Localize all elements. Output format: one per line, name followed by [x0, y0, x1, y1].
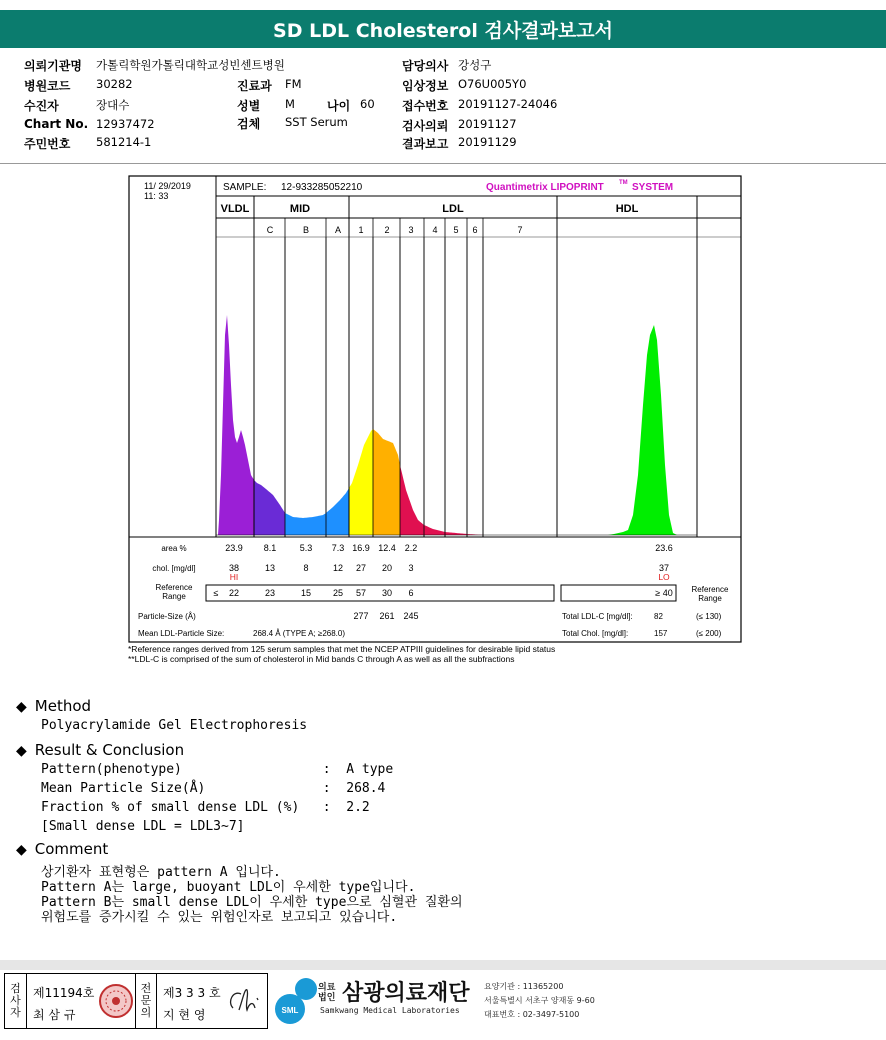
ssn-label: 주민번호 — [24, 137, 71, 151]
result-line: Pattern(phenotype) : A type — [41, 762, 394, 777]
chol-value: 3 — [408, 563, 414, 573]
ref-value: 23 — [264, 588, 276, 598]
particle-size-label: Particle-Size (Å) — [138, 612, 196, 621]
brand-suffix: SYSTEM — [632, 182, 674, 193]
band-label: 7 — [517, 225, 523, 235]
total-chol-label: Total Chol. [mg/dl]: — [562, 629, 629, 638]
sex-value: M — [285, 97, 295, 111]
diamond-bullet-icon: ◆ — [16, 699, 27, 715]
chol-row-label: chol. [mg/dl] — [152, 564, 196, 573]
sml-logo-text: SML — [281, 1006, 299, 1015]
flag-hi: HI — [229, 572, 239, 582]
ref-value: 6 — [408, 588, 414, 598]
comment-line: Pattern A는 large, buoyant LDL이 우세한 type입니다. — [41, 880, 416, 895]
doctor-value: 강성구 — [458, 58, 492, 72]
brand-title: Quantimetrix LIPOPRINT — [486, 182, 604, 193]
patient-value: 장대수 — [96, 98, 130, 112]
specialist-vertical-label — [135, 974, 157, 1028]
label-char: 문 — [140, 994, 152, 1007]
label-char: 사 — [10, 994, 21, 1007]
sex-label: 성별 — [237, 99, 261, 113]
footnote-2: **LDL-C is comprised of the sum of cholesterol in Mid bands C through A as well as all the subfractions — [128, 654, 515, 664]
particle-value: 261 — [379, 611, 395, 621]
chart-no-value: 12937472 — [96, 117, 155, 131]
ref-hdl: ≥ 40 — [655, 588, 673, 598]
lipoprint-chart — [128, 175, 742, 643]
clinical-value: O76U005Y0 — [458, 77, 527, 91]
label-char: 의 — [140, 1006, 152, 1019]
dept-value: FM — [285, 77, 302, 91]
method-text: Polyacrylamide Gel Electrophoresis — [41, 718, 308, 733]
ref-le: ≤ — [213, 588, 219, 598]
diamond-bullet-icon: ◆ — [16, 743, 27, 759]
diamond-bullet-icon: ◆ — [16, 842, 27, 858]
group-label: HDL — [615, 203, 639, 215]
method-heading — [16, 697, 91, 715]
specimen-value: SST Serum — [285, 115, 348, 129]
band-label: 3 — [408, 225, 414, 235]
result-line: [Small dense LDL = LDL3~7] — [41, 819, 245, 834]
request-value: 20191127 — [458, 117, 517, 131]
chart-time: 11: 33 — [144, 191, 169, 201]
label-char: 자 — [10, 1006, 21, 1019]
area-value: 2.2 — [404, 543, 418, 553]
report-date-value: 20191129 — [458, 135, 517, 149]
mean-size-value: 268.4 Å (TYPE A; ≥268.0) — [253, 629, 345, 638]
chol-value: 38 — [228, 563, 240, 573]
specimen-label: 검체 — [237, 117, 261, 131]
receipt-label: 접수번호 — [402, 99, 449, 113]
seal-stamp-icon — [97, 982, 135, 1020]
hosp-code-label: 병원코드 — [24, 79, 71, 93]
mean-size-label: Mean LDL-Particle Size: — [138, 629, 225, 638]
footer-divider — [0, 960, 886, 970]
inspector-vertical-label — [5, 974, 27, 1028]
org-address: 서울특별시 서초구 양재동 9-60 — [484, 996, 595, 1005]
area-value: 7.3 — [331, 543, 345, 553]
org-prefix-1: 의료 — [318, 983, 336, 993]
area-value: 5.3 — [299, 543, 313, 553]
ref-value: 30 — [381, 588, 393, 598]
band-label: 2 — [384, 225, 390, 235]
group-label: MID — [289, 203, 311, 215]
area-value: 8.1 — [263, 543, 277, 553]
report-title: SD LDL Cholesterol 검사결과보고서 — [0, 10, 886, 48]
label-char: 전 — [140, 982, 152, 995]
report-date-label: 결과보고 — [402, 137, 449, 151]
result-line: Mean Particle Size(Å) : 268.4 — [41, 781, 386, 796]
brand-tm: TM — [619, 180, 628, 186]
flag-lo: LO — [658, 572, 670, 582]
area-value: 16.9 — [352, 543, 370, 553]
chol-value: 12 — [332, 563, 344, 573]
footnote-1: *Reference ranges derived from 125 serum samples that met the NCEP ATPIII guidelines for desirable lipid status — [128, 644, 556, 654]
ssn-value: 581214-1 — [96, 135, 152, 149]
comment-line: Pattern B는 small dense LDL이 우세한 type으로 심혈관 질환의 — [41, 895, 463, 910]
area-value: 23.6 — [655, 543, 673, 553]
chol-value: 8 — [303, 563, 309, 573]
lipoprint-svg — [128, 175, 742, 643]
patient-label: 수진자 — [24, 99, 59, 113]
total-ldlc-value: 82 — [654, 612, 663, 621]
sample-label: SAMPLE: — [223, 182, 267, 193]
doctor-label: 담당의사 — [402, 59, 449, 73]
org-prefix-2: 법인 — [318, 993, 336, 1003]
total-ldlc-label: Total LDL-C [mg/dl]: — [562, 612, 633, 621]
area-value: 23.9 — [225, 543, 243, 553]
inspector-number: 제11194호 — [33, 986, 95, 1000]
chart-date: 11/ 29/2019 — [144, 181, 191, 191]
institution-name: 가톨릭학원가톨릭대학교성빈센트병원 — [96, 58, 285, 72]
info-divider — [0, 163, 886, 164]
specialist-number: 제3 3 3 호 — [163, 986, 221, 1000]
ref-right-2: Range — [698, 594, 722, 603]
chol-value: 20 — [381, 563, 393, 573]
ref-value: 57 — [355, 588, 367, 598]
band-label: C — [266, 225, 274, 235]
hosp-code-value: 30282 — [96, 77, 133, 91]
ref-value: 15 — [300, 588, 312, 598]
inspector-name: 최 삼 규 — [33, 1008, 76, 1022]
sample-id: 12-933285052210 — [281, 182, 363, 193]
ref-value: 25 — [332, 588, 344, 598]
band-label: 4 — [432, 225, 438, 235]
band-label: 1 — [358, 225, 364, 235]
group-label: VLDL — [220, 203, 250, 215]
ref-label-2: Range — [162, 592, 186, 601]
band-label: 6 — [472, 225, 478, 235]
request-label: 검사의뢰 — [402, 119, 449, 133]
patient-info — [0, 52, 886, 164]
dept-label: 진료과 — [237, 79, 272, 93]
total-ldlc-ref: (≤ 130) — [696, 612, 722, 621]
ref-value: 22 — [228, 588, 240, 598]
chol-value: 13 — [264, 563, 276, 573]
age-value: 60 — [360, 97, 375, 111]
total-chol-ref: (≤ 200) — [696, 629, 722, 638]
org-phone: 대표번호 : 02-3497-5100 — [484, 1010, 580, 1019]
area-row-label: area % — [161, 544, 187, 553]
signature-box — [4, 973, 268, 1029]
specialist-name: 지 현 영 — [163, 1008, 206, 1022]
comment-line: 상기환자 표현형은 pattern A 입니다. — [41, 865, 281, 880]
chol-value: 27 — [355, 563, 367, 573]
method-heading-text: Method — [34, 697, 92, 715]
particle-value: 277 — [353, 611, 369, 621]
age-label: 나이 — [327, 99, 351, 113]
ref-label-1: Reference — [155, 583, 193, 592]
band-label: B — [302, 225, 310, 235]
sml-logo-icon — [272, 975, 322, 1027]
org-name: 삼광의료재단 — [342, 981, 470, 1006]
area-value: 12.4 — [378, 543, 396, 553]
group-label: LDL — [442, 203, 464, 215]
clinical-label: 임상정보 — [402, 79, 449, 93]
particle-value: 245 — [403, 611, 419, 621]
receipt-value: 20191127-24046 — [458, 97, 558, 111]
result-line: Fraction % of small dense LDL (%) : 2.2 — [41, 800, 370, 815]
result-heading-text: Result & Conclusion — [34, 741, 185, 759]
institution-label: 의뢰기관명 — [24, 59, 82, 73]
chol-value: 37 — [658, 563, 670, 573]
comment-heading — [16, 840, 108, 858]
comment-line: 위험도를 증가시킬 수 있는 위험인자로 보고되고 있습니다. — [41, 910, 398, 925]
chart-no-label: Chart No. — [24, 117, 89, 131]
band-label: A — [334, 225, 342, 235]
ref-right-1: Reference — [691, 585, 729, 594]
comment-heading-text: Comment — [34, 840, 109, 858]
total-chol-value: 157 — [654, 629, 668, 638]
institution-value — [96, 57, 285, 73]
result-heading — [16, 741, 184, 759]
band-label: 5 — [453, 225, 459, 235]
label-char: 검 — [10, 982, 21, 995]
signature-scribble-icon — [223, 984, 263, 1018]
org-code: 요양기관 : 11365200 — [484, 982, 564, 991]
org-english-name: Samkwang Medical Laboratories — [320, 1006, 460, 1015]
